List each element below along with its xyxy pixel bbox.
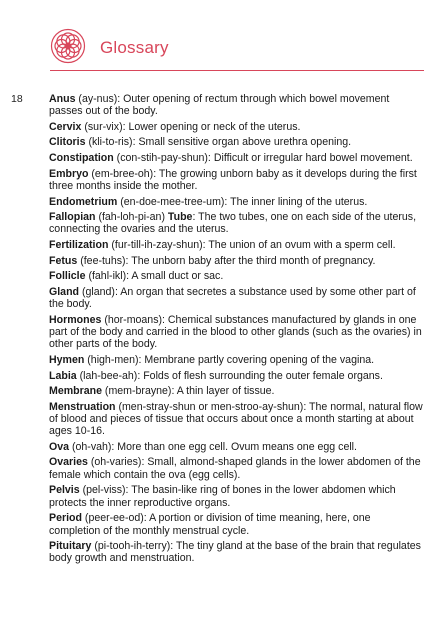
glossary-entry xyxy=(49,93,423,118)
glossary-definition: (peer-ee-od): A portion or division of time meaning, here, one completion of the monthly menstrual cycle. xyxy=(49,512,371,537)
glossary-definition: (ay-nus): Outer opening of rectum through which bowel movement passes out of the body. xyxy=(49,93,390,118)
glossary-term: Labia xyxy=(49,369,77,382)
page-title: Glossary xyxy=(100,38,169,57)
glossary-term: Hymen xyxy=(49,353,85,366)
glossary-entry xyxy=(49,512,423,537)
glossary-definition: (pi-tooh-ih-terry): The tiny gland at the base of the brain that regulates body growth and menstruation. xyxy=(49,540,421,565)
glossary-term: Fallopian xyxy=(49,211,96,224)
glossary-definition: (high-men): Membrane partly covering opening of the vagina. xyxy=(84,353,375,366)
glossary-term: Membrane xyxy=(49,385,102,398)
glossary-list xyxy=(49,93,423,568)
glossary-entry xyxy=(49,196,423,208)
glossary-entry xyxy=(49,168,423,193)
glossary-entry xyxy=(49,286,423,311)
glossary-term: Ovaries xyxy=(49,456,88,469)
glossary-entry xyxy=(49,385,423,397)
glossary-term: Menstruation xyxy=(49,400,116,413)
glossary-entry xyxy=(49,270,423,282)
glossary-entry xyxy=(49,401,423,438)
glossary-term: Constipation xyxy=(49,152,114,165)
glossary-definition: (pel-viss): The basin-like ring of bones in the lower abdomen which protects the inner reproductive organs. xyxy=(49,484,396,509)
glossary-term: Cervix xyxy=(49,120,82,133)
glossary-term: Gland xyxy=(49,285,80,298)
glossary-entry xyxy=(49,441,423,453)
glossary-entry xyxy=(49,136,423,148)
glossary-definition: (sur-vix): Lower opening or neck of the uterus. xyxy=(81,120,301,133)
glossary-definition: (fahl-ikl): A small duct or sac. xyxy=(85,270,224,283)
glossary-term: Fetus xyxy=(49,254,78,267)
glossary-definition: (fee-tuhs): The unborn baby after the third month of pregnancy. xyxy=(77,254,376,267)
glossary-entry xyxy=(49,211,423,236)
glossary-definition: (en-doe-mee-tree-um): The inner lining of the uterus. xyxy=(117,195,368,208)
glossary-term: Embryo xyxy=(49,167,89,180)
glossary-definition: (mem-brayne): A thin layer of tissue. xyxy=(101,385,275,398)
glossary-term: Endometrium xyxy=(49,195,118,208)
glossary-term: Tube xyxy=(167,211,193,224)
glossary-entry xyxy=(49,456,423,481)
glossary-entry xyxy=(49,314,423,351)
page-number: 18 xyxy=(11,93,23,105)
glossary-term: Anus xyxy=(49,93,76,105)
glossary-definition: (hor-moans): Chemical substances manufactured by glands in one part of the body and carried in the blood to other glands (such as the ovaries) in other parts of the body. xyxy=(49,313,422,351)
glossary-entry xyxy=(49,540,423,565)
glossary-entry xyxy=(49,239,423,251)
header-divider xyxy=(50,70,424,71)
glossary-definition: (fah-loh-pi-an) xyxy=(95,211,168,224)
glossary-term: Clitoris xyxy=(49,136,86,149)
glossary-entry xyxy=(49,152,423,164)
glossary-entry xyxy=(49,121,423,133)
rosette-flower-icon xyxy=(50,28,86,64)
glossary-term: Follicle xyxy=(49,270,86,283)
glossary-definition: (em-bree-oh): The growing unborn baby as it develops during the first three months inside the mother. xyxy=(49,167,417,192)
glossary-term: Ova xyxy=(49,440,70,453)
glossary-definition: (kli-to-ris): Small sensitive organ above urethra opening. xyxy=(85,136,352,149)
glossary-definition: (gland): An organ that secretes a substance used by some other part of the body. xyxy=(49,285,416,311)
glossary-entry xyxy=(49,354,423,366)
glossary-entry xyxy=(49,255,423,267)
glossary-definition: (fur-till-ih-zay-shun): The union of an ovum with a sperm cell. xyxy=(108,239,396,252)
glossary-term: Period xyxy=(49,512,82,525)
glossary-entry xyxy=(49,484,423,509)
glossary-term: Hormones xyxy=(49,313,102,326)
glossary-entry xyxy=(49,370,423,382)
glossary-definition: (oh-vah): More than one egg cell. Ovum means one egg cell. xyxy=(69,440,357,453)
glossary-term: Fertilization xyxy=(49,239,109,252)
glossary-term: Pituitary xyxy=(49,540,92,553)
glossary-definition: (oh-varies): Small, almond-shaped glands in the lower abdomen of the female which contain the ova (egg cells). xyxy=(49,456,421,481)
glossary-definition: (con-stih-pay-shun): Difficult or irregular hard bowel movement. xyxy=(113,152,413,165)
glossary-definition: (men-stray-shun or men-stroo-ay-shun): The normal, natural flow of blood and pieces of tissue that occurs about once a month starting at about ages 10-16. xyxy=(49,400,423,438)
glossary-definition: (lah-bee-ah): Folds of flesh surrounding the outer female organs. xyxy=(76,369,383,382)
page-header xyxy=(50,28,424,86)
glossary-definition: : The two tubes, one on each side of the uterus, connecting the ovaries and the uterus. xyxy=(49,211,417,236)
glossary-term: Pelvis xyxy=(49,484,80,497)
